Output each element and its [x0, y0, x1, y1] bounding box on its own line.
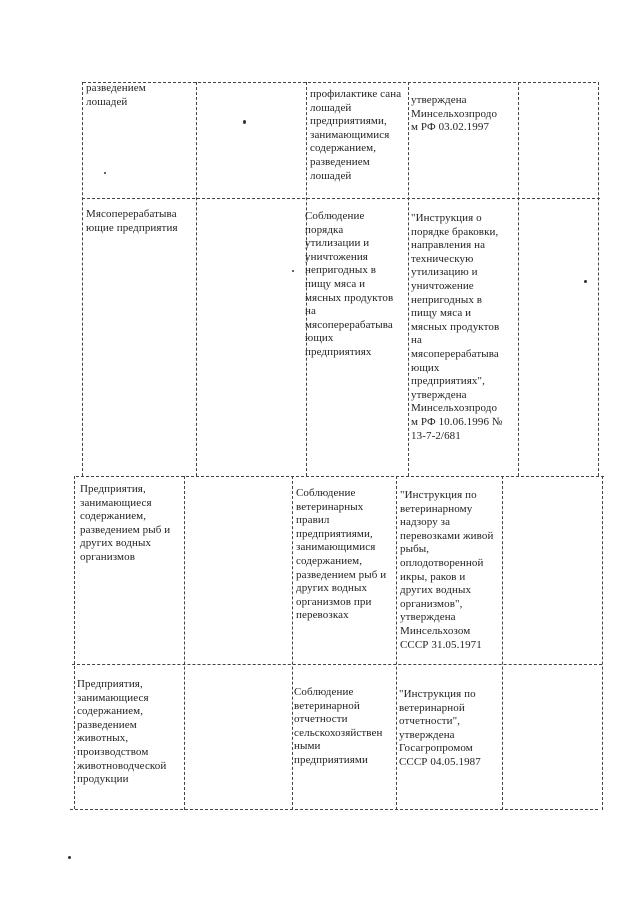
row-separator: [82, 198, 600, 199]
row3-subject-cell: Предприятия, занимающиеся содержанием, разведением рыб и других водных организмов: [80, 483, 171, 563]
column-line: [396, 476, 397, 810]
row4-document-cell: "Инструкция по ветеринарной отчетности", утверждена Госагропромом СССР 04.05.1987: [399, 688, 481, 768]
row1-subject-cell: разведением лошадей: [86, 82, 146, 108]
scan-speck: [104, 172, 106, 174]
scan-speck: [584, 280, 587, 283]
scan-speck: [292, 270, 294, 272]
column-line: [292, 476, 293, 810]
row1-requirement-cell: профилактике сана лошадей предприятиями, занимающимися содержанием, разведением лошадей: [310, 88, 402, 182]
table-bottom-border: [70, 809, 598, 810]
row2-subject-cell: Мясоперерабатыва ющие предприятия: [86, 208, 178, 234]
column-line: [82, 82, 83, 476]
scan-speck: [243, 120, 246, 124]
row-separator: [72, 664, 602, 665]
row2-requirement-cell: Соблюдение порядка утилизации и уничтожения непригодных в пищу мяса и мясных продуктов на мясоперерабатыва ющих предприятиях: [305, 210, 394, 358]
column-line: [74, 476, 75, 809]
scan-speck: [68, 856, 71, 859]
row3-requirement-cell: Соблюдение ветеринарных правил предприятиями, занимающимися содержанием, разведением рыб и других водных организмов при перевозках: [296, 487, 387, 622]
column-line: [598, 82, 599, 476]
column-line: [602, 476, 603, 810]
row4-requirement-cell: Соблюдение ветеринарной отчетности сельскохозяйствен ными предприятиями: [294, 686, 383, 766]
row4-subject-cell: Предприятия, занимающиеся содержанием, разведением животных, производством животноводческой продукции: [77, 678, 167, 786]
row-separator: [76, 476, 604, 477]
row2-document-cell: "Инструкция о порядке браковки, направления на техническую утилизацию и уничтожение непригодных в пищу мяса и мясных продуктов на мясоперерабатыва ющих предприятиях", утверждена Минсельхозпродо м РФ 10.06.1996 № 13-7-2/681: [411, 212, 503, 442]
column-line: [196, 82, 197, 476]
row3-document-cell: "Инструкция по ветеринарному надзору за перевозками живой рыбы, оплодотворенной икры, раков и других водных организмов", утверждена Минсельхозом СССР 31.05.1971: [400, 489, 494, 651]
row1-document-cell: утверждена Минсельхозпродо м РФ 03.02.1997: [411, 94, 498, 134]
